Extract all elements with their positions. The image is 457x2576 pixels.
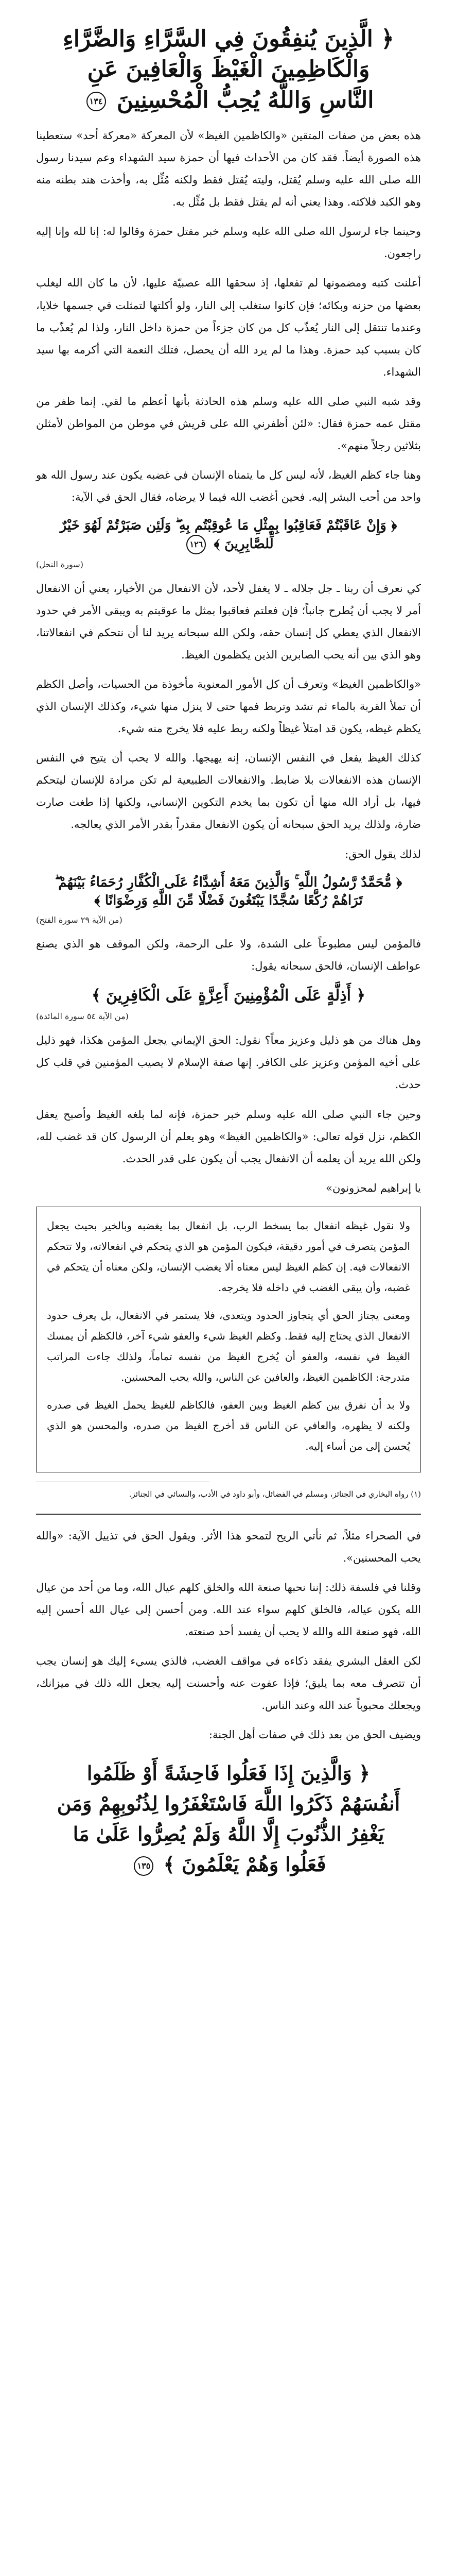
final-verse-line-4: فَعَلُوا وَهُمْ يَعْلَمُونَ ﴾ xyxy=(163,1852,326,1876)
ayah-number-badge: ١٣٥ xyxy=(134,1856,153,1876)
final-verse-line-2: أَنفُسَهُمْ ذَكَرُوا اللَّهَ فَاسْتَغْفَرُوا لِذُنُوبِهِمْ وَمَن xyxy=(57,1792,400,1815)
section2-paragraph-2: «والكاظمين الغيظ» وتعرف أن كل الأمور المعنوية مأخوذة من الحسيات، وأصل الكظم أن تملأ القربة بالماء ثم تشد وتربط فمها حتى لا ينزل منها شيء، وكذلك الإنسان الذي يكظم غيظه، يكون قد امتلأ غيظاً ولكنه ربط عليه فلا يخرج منه شيء. xyxy=(36,678,421,735)
final-verse-line-3: يَغْفِرُ الذُّنُوبَ إِلَّا اللَّهُ وَلَمْ يُصِرُّوا عَلَىٰ مَا xyxy=(73,1822,384,1845)
verse-reference: (من الآية ٥٤ سورة المائدة) xyxy=(36,1011,129,1022)
section6-paragraph-1: في الصحراء مثلاً، ثم نأتي الريح لتمحو هذا الأثر. ويقول الحق في تذييل الآية: «والله يحب المحسنين». xyxy=(36,1529,421,1564)
section5-paragraph-2: وحين جاء النبي صلى الله عليه وسلم خبر حمزة، فإنه لما بلغه الغيظ وأصبح يعقل الكظم، نزل قوله تعالى: «والكاظمين الغيظ» وهو يعلم أن الرسول كان قد غضب لله، ولكن الله يريد أن يعلمه أن الانفعال يجب أن يكون على قدر الحدث. xyxy=(36,1108,421,1165)
verse-reference: (سورة النحل) xyxy=(36,560,83,570)
section3-paragraph-1: كذلك الغيظ يفعل في النفس الإنسان، إنه يهيجها. والله لا يحب أن يتيح في النفس الإنسان هذه الانفعالات بلا ضابط. والانفعالات الطبيعية لم تكن مرادة للإنسان ليتحكم فيها، بل أراد الله منها أن تكون بما يخدم التكوين الإنساني، ولكنها إذا طغت صارت ضارة، ولذلك يريد الحق سبحانه أن يكون الانفعال مقدراً بقدر الأمر الذي يعالجه. xyxy=(36,752,421,831)
section6-paragraph-3: لكن العقل البشري يفقد ذكاءه في مواقف الغضب، فالذي يسيء إليك هو إنسان يجب أن تتصرف معه بما يليق؛ فإذا عفوت عنه وأحسنت إليه يجعل الله ذلك في ميزانك، ويجعلك محبوباً عند الله وعند الناس. xyxy=(36,1654,421,1712)
ayah-number-badge: ١٢٦ xyxy=(186,535,206,554)
intro-paragraph-1: هذه بعض من صفات المتقين «والكاظمين الغيظ» لأن المعركة «معركة أحد» ستعطينا هذه الصورة أيضاً. فقد كان من الأحداث فيها أن حمزة سيد الشهداء وعم سيدنا رسول الله صلى الله عليه وسلم يُقتل، وليته يُقتل فقط ولكنه مُثِّل به، وأخذت هند بطنه منه وهو الكبد فلاكته. وهذا يعني أنه لم يقتل فقط بل مُثِّل به. xyxy=(36,129,421,209)
section5-paragraph-1: وهل هناك من هو ذليل وعزيز معاً؟ نقول: الحق الإيماني يجعل المؤمن هكذا، فهو ذليل على أخيه المؤمن وعزيز على الكافر. إنها صفة الإسلام لا يصيب المؤمنين في قلب كل حدث. xyxy=(36,1034,421,1091)
boxed-paragraph-2: ومعنى يجتاز الحق أي يتجاوز الحدود ويتعدى، فلا يستمر في الانفعال، بل يعرف حدود الانفعال الذي يحتاج إليه فقط. وكظم الغيظ شيء والعفو شيء آخر، فالكظم أن يمسك الغيظ في نفسه، والعفو أن يُخرج الغيظ من نفسه تماماً، ولذلك جاءت المراتب متدرجة: الكاظمين الغيظ، والعافين عن الناس، والله يحب المحسنين. xyxy=(47,1309,410,1383)
boxed-paragraph-3: ولا بد أن نفرق بين كظم الغيظ وبين العفو، فالكاظم للغيظ يحمل الغيظ في صدره ولكنه لا يظهره، والعافي عن الناس قد أخرج الغيظ من صدره، والمحسن هو الذي يُحسن إلى من أساء إليه. xyxy=(47,1398,410,1452)
header-verse-line-1: ﴿ الَّذِينَ يُنفِقُونَ فِي السَّرَّاءِ وَالضَّرَّاءِ xyxy=(63,26,394,52)
final-verse-line-1: ﴿ وَالَّذِينَ إِذَا فَعَلُوا فَاحِشَةً أَوْ ظَلَمُوا xyxy=(86,1761,371,1785)
verse-reference: (من الآية ٢٩ سورة الفتح) xyxy=(36,914,122,925)
section6-paragraph-2: وقلنا في فلسفة ذلك: إننا نحبها صنعة الله والخلق كلهم عيال الله، وما من أحد من عيال الله يكون عياله، فالخلق كلهم سواء عند الله. ومن أحسن إلى عيال الله أحسن إليه الله، فهو صنعة الله والله لا يحب أن يفسد أحد صنعته. xyxy=(36,1581,421,1638)
quoted-verse-fath xyxy=(41,874,416,910)
header-verse-line-2: وَالْكَاظِمِينَ الْغَيْظَ وَالْعَافِينَ عَنِ xyxy=(87,56,370,83)
section1-paragraph-2: وهنا جاء كظم الغيظ، لأنه ليس كل ما يتمناه الإنسان في غضبه يكون عند رسول الله هو واحد من أحب البشر إليه. فحين أغضب الله فيما لا يرضاه، فقال الحق في الآية: xyxy=(36,468,421,503)
section2-paragraph-1: كي نعرف أن ربنا ـ جل جلاله ـ لا يغفل لأحد، لأن الانفعال من الأخيار، يعني أن الانفعال أمر لا يجب أن يُطرح جانباً؛ فإن فعلتم فعاقبوا بمثل ما عوقبتم به ويبقى الأمر في حدود الانفعال الذي يعطي كل إنسان حقه، ولكن الله سبحانه يريد لنا أن نتحكم في انفعالاتنا، وهو الذي بين أنه يحب الصابرين الذين يكظمون الغيظ. xyxy=(36,582,421,662)
section3-paragraph-2: لذلك يقول الحق: xyxy=(345,848,421,860)
boxed-paragraph-1: ولا نقول غيظه انفعال بما يسخط الرب، بل انفعال بما يغضبه وبالخير بحيث يجعل المؤمن يتصرف في أمور دقيقة، فيكون المؤمن هو الذي يتحكم في انفعالاته، ولا تتحكم الانفعالات فيه. إن كظم الغيظ ليس معناه ألا يغضب الإنسان، ولكن معناه أن يتحكم في غضبه، وأن يبقى الغضب في داخله فلا يخرجه. xyxy=(47,1219,411,1294)
section4-paragraph-1: فالمؤمن ليس مطبوعاً على الشدة، ولا على الرحمة، ولكن الموقف هو الذي يصنع عواطف الإنسان، فالحق سبحانه يقول: xyxy=(36,937,421,972)
boxed-commentary xyxy=(36,1207,421,1472)
page-separator xyxy=(36,1514,421,1515)
header-verse-line-3: النَّاسِ وَاللَّهُ يُحِبُّ الْمُحْسِنِينَ xyxy=(116,87,374,113)
quoted-verse-maidah-text: ﴿ أَذِلَّةٍ عَلَى الْمُؤْمِنِينَ أَعِزَّةٍ عَلَى الْكَافِرِينَ ﴾ xyxy=(92,986,365,1005)
ayah-number-badge: ١٣٤ xyxy=(86,92,106,111)
final-verse-line-4-wrap xyxy=(36,1850,421,1880)
section1-paragraph-1: وقد شبه النبي صلى الله عليه وسلم هذه الحادثة بأنها أعظم ما لقي. إنما ظفر من مقتل عمه حمزة فقال: «لئن أظفرني الله على قريش في موطن من المواطن لأمثلن بثلاثين رجلاً منهم». xyxy=(36,395,421,452)
final-verse xyxy=(36,1758,421,1880)
intro-paragraph-3: أعلنت كتبه ومضمونها لم تفعلها، إذ سحقها الله عصبيّة عليها، لأن ما كان الله ليغلب بعضها من حزنه وبكائه؛ فإن كانوا ستغلب إلى النار، ولو أكلتها لتمثلت في جسمها خلايا، وعندما تنتقل إلى النار يُعذّب كل من كان جزءاً من حمزة داخل النار، ولذا لم يُعذّب ما كان بسبب كبد حمزة. وهذا ما لم يرد الله أن يحصل، فتلك النعمة التي أكرمه بها سيد الشهداء. xyxy=(36,277,421,378)
header-verse xyxy=(41,24,416,115)
section6-paragraph-4: ويضيف الحق من بعد ذلك في صفات أهل الجنة: xyxy=(208,1728,421,1741)
quoted-verse-nahl xyxy=(41,517,416,554)
footnote: (١) رواه البخاري في الجنائز، ومسلم في الفضائل، وأبو داود في الأدب، والنسائي في الجنائز. xyxy=(129,1489,421,1499)
quoted-verse-maidah xyxy=(41,986,416,1007)
quoted-verse-nahl-text: ﴿ وَإِنْ عَاقَبْتُمْ فَعَاقِبُوا بِمِثْلِ مَا عُوقِبْتُم بِهِ ۖ وَلَئِن صَبَرْتُمْ لَهُوَ خَيْرٌ لِّلصَّابِرِينَ ﴾ xyxy=(60,517,397,552)
header-verse-line-3-wrap xyxy=(41,85,416,115)
intro-paragraph-2: وحينما جاء لرسول الله صلى الله عليه وسلم خبر مقتل حمزة وقالوا له: إنا لله وإنا إليه راجعون. xyxy=(36,225,421,260)
quoted-verse-fath-text: ﴿ مُّحَمَّدٌ رَّسُولُ اللَّهِ ۚ وَالَّذِينَ مَعَهُ أَشِدَّاءُ عَلَى الْكُفَّارِ رُحَمَاءُ بَيْنَهُمْ ۖ تَرَاهُمْ رُكَّعًا سُجَّدًا يَبْتَغُونَ فَضْلًا مِّنَ اللَّهِ وَرِضْوَانًا ﴾ xyxy=(55,874,402,908)
section5-paragraph-3: يا إبراهيم لمحزونون» xyxy=(326,1181,421,1194)
